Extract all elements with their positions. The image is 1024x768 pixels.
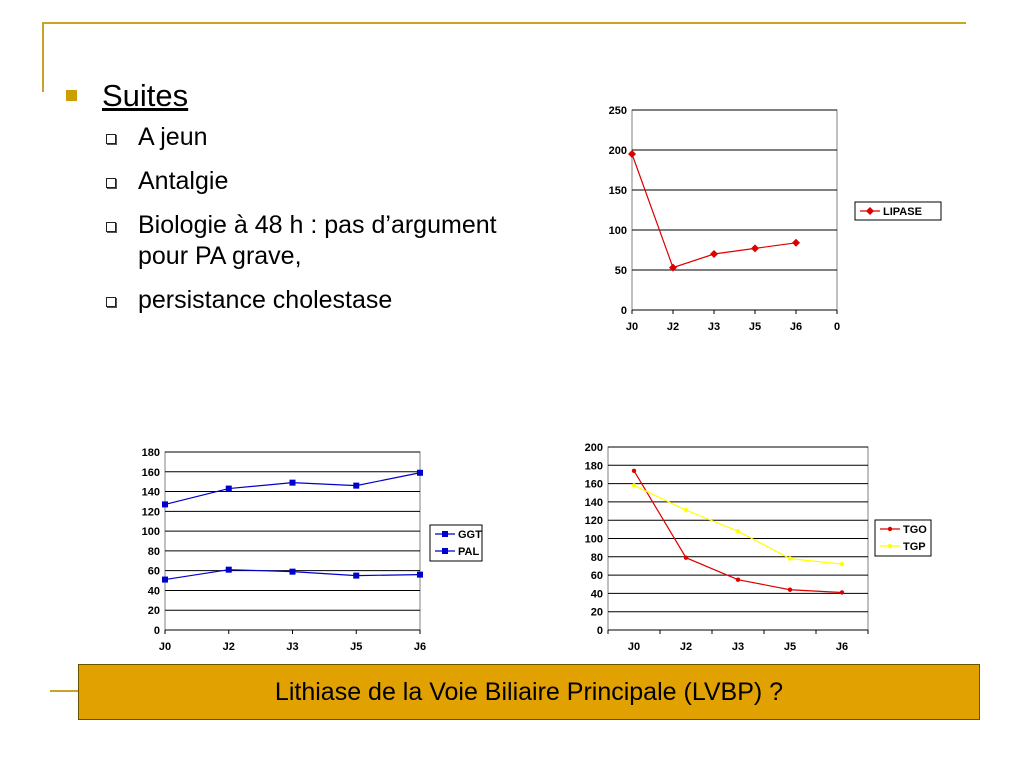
plot-area <box>632 110 837 310</box>
x-tick-label: J0 <box>158 641 172 653</box>
legend-marker <box>888 527 892 531</box>
data-point <box>632 469 636 473</box>
data-point <box>417 470 423 476</box>
y-tick-label: 180 <box>141 447 160 459</box>
x-tick-label: J5 <box>748 321 762 333</box>
hollow-square-bullet-icon <box>106 178 116 188</box>
y-tick-label: 80 <box>147 545 160 558</box>
x-tick-label: J5 <box>783 641 797 653</box>
data-point <box>290 569 296 575</box>
legend-marker <box>888 544 892 548</box>
data-point <box>736 529 740 533</box>
legend-label: LIPASE <box>883 206 922 218</box>
y-tick-label: 0 <box>153 625 160 637</box>
y-tick-label: 100 <box>608 225 627 237</box>
sub-bullet <box>66 285 536 316</box>
legend-label: PAL <box>458 546 480 558</box>
y-tick-label: 250 <box>608 105 627 117</box>
left-accent-line <box>42 22 44 92</box>
y-tick-label: 200 <box>608 145 627 157</box>
y-tick-label: 160 <box>141 466 160 479</box>
y-tick-label: 200 <box>584 442 603 454</box>
square-bullet-icon <box>66 90 77 101</box>
legend-label: TGP <box>903 541 926 553</box>
ggt-pal-chart <box>125 440 505 660</box>
y-tick-label: 20 <box>147 605 160 618</box>
data-point <box>417 572 423 578</box>
banner-text: Lithiase de la Voie Biliaire Principale (LVBP) ? <box>274 677 784 706</box>
data-point <box>353 483 359 489</box>
y-tick-label: 40 <box>147 585 160 598</box>
data-point <box>353 573 359 579</box>
lipase-chart-svg <box>590 100 960 350</box>
x-tick-label: J2 <box>666 321 680 333</box>
data-point <box>788 556 792 560</box>
x-tick-label: J6 <box>413 641 427 653</box>
x-tick-label: J2 <box>679 641 693 653</box>
x-tick-label: J5 <box>350 641 363 653</box>
y-tick-label: 60 <box>590 570 603 583</box>
data-point <box>684 508 688 512</box>
tgo-tgp-chart <box>570 435 950 660</box>
legend-marker <box>442 531 448 537</box>
data-point <box>788 588 792 592</box>
heading-bullet <box>66 78 536 114</box>
bullet-list <box>66 78 536 329</box>
lipase-chart <box>590 100 960 350</box>
sub-bullet <box>66 210 536 272</box>
data-point <box>162 577 168 583</box>
data-point <box>162 501 168 507</box>
x-tick-label: J3 <box>707 321 721 333</box>
y-tick-label: 100 <box>584 533 603 546</box>
y-tick-label: 150 <box>608 185 627 197</box>
data-point <box>632 483 636 487</box>
x-tick-label: J0 <box>625 321 639 333</box>
data-point <box>840 562 844 566</box>
y-tick-label: 20 <box>590 606 603 619</box>
ggt-pal-chart-svg <box>125 440 505 660</box>
data-point <box>684 556 688 560</box>
y-tick-label: 50 <box>614 265 627 277</box>
x-tick-label: J6 <box>835 641 849 653</box>
x-tick-label: J0 <box>627 641 641 653</box>
x-tick-label: J3 <box>286 641 299 653</box>
y-tick-label: 120 <box>141 506 160 519</box>
x-tick-label: J6 <box>789 321 803 333</box>
x-tick-label: 0 <box>833 321 841 333</box>
y-tick-label: 160 <box>584 478 603 491</box>
data-point <box>736 577 740 581</box>
legend-label: GGT <box>458 529 482 541</box>
data-point <box>226 486 232 492</box>
sub-bullet-text: persistance cholestase <box>138 286 393 314</box>
sub-bullet-text: Antalgie <box>138 167 229 195</box>
hollow-square-bullet-icon <box>106 222 116 232</box>
y-tick-label: 60 <box>147 565 160 578</box>
sub-bullet <box>66 166 536 197</box>
sub-bullet-text: A jeun <box>138 123 208 151</box>
top-accent-line <box>42 22 966 24</box>
x-tick-label: J3 <box>731 641 745 653</box>
y-tick-label: 140 <box>141 486 160 499</box>
legend-marker <box>442 548 448 554</box>
plot-area <box>165 452 420 630</box>
x-tick-label: J2 <box>222 641 235 653</box>
y-tick-label: 40 <box>590 588 603 601</box>
y-tick-label: 0 <box>596 625 603 637</box>
bottom-accent-line <box>50 690 80 692</box>
y-tick-label: 120 <box>584 515 603 528</box>
y-tick-label: 140 <box>584 496 603 509</box>
sub-bullet-text: Biologie à 48 h : pas d’argument pour PA grave, <box>138 211 497 270</box>
hollow-square-bullet-icon <box>106 297 116 307</box>
conclusion-banner <box>78 664 980 720</box>
hollow-square-bullet-icon <box>106 134 116 144</box>
data-point <box>226 567 232 573</box>
tgo-tgp-chart-svg <box>570 435 950 660</box>
data-point <box>290 480 296 486</box>
sub-bullet <box>66 122 536 153</box>
y-tick-label: 180 <box>584 460 603 473</box>
y-tick-label: 80 <box>590 551 603 564</box>
legend-label: TGO <box>903 524 927 536</box>
y-tick-label: 0 <box>620 305 627 317</box>
data-point <box>840 590 844 594</box>
y-tick-label: 100 <box>141 526 160 539</box>
slide-heading: Suites <box>102 78 189 113</box>
